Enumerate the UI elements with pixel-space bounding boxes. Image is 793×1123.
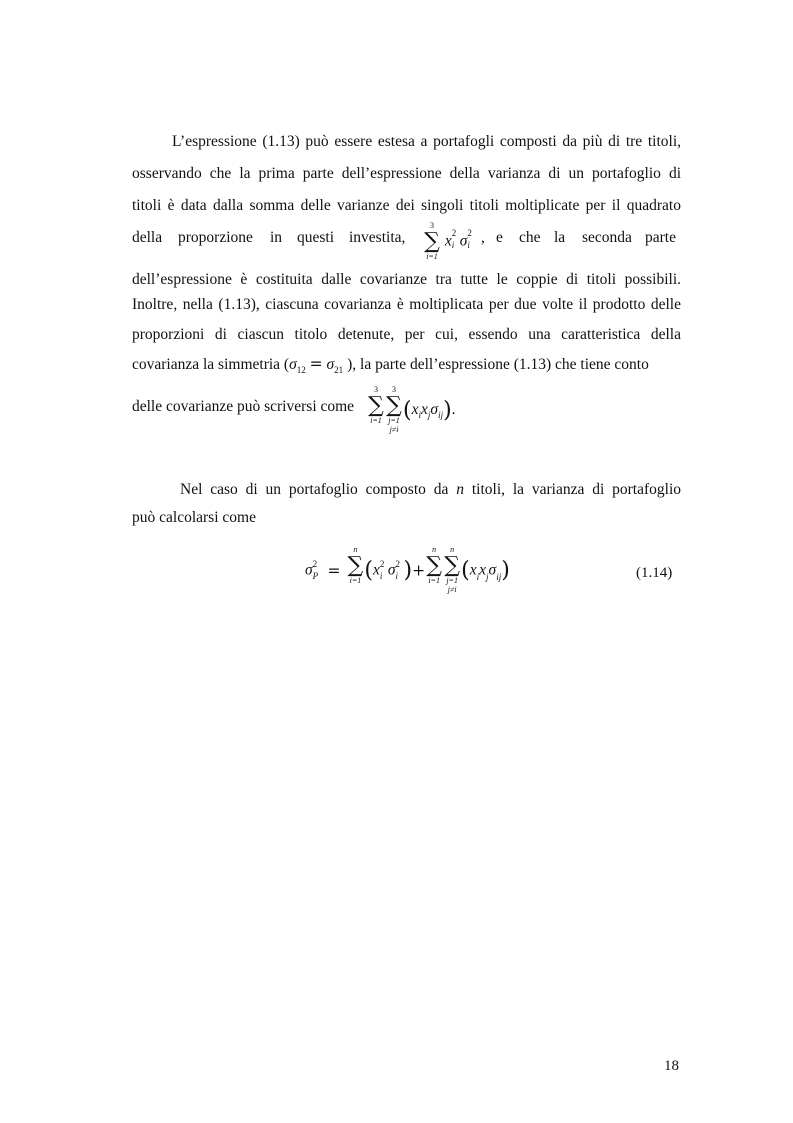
p1-line-2: osservando che la prima parte dell’espressione della varianza di un portafoglio di (132, 165, 681, 182)
display-equation-1-14 (305, 546, 510, 600)
sup-2: 2 (451, 227, 457, 238)
var-x: x (373, 561, 380, 579)
p1-line-4 (132, 221, 681, 261)
right-paren: ) (403, 558, 413, 583)
var-x: x (479, 561, 487, 579)
text: Nel caso di un portafoglio composto da (180, 481, 449, 498)
var-sigma: σ (459, 232, 468, 250)
word: seconda (582, 229, 632, 246)
text: covarianza la simmetria ( (132, 356, 290, 373)
page-number: 18 (664, 1058, 679, 1074)
sum-upper-limit: 3 (374, 385, 378, 394)
plus-sign: + (412, 561, 426, 580)
sum-lower-limit: i=1 (426, 252, 438, 261)
var-x: x (411, 401, 419, 419)
sum-upper-limit: n (432, 545, 437, 554)
var-x: x (469, 561, 477, 579)
word: che (519, 229, 541, 246)
sum-upper-limit: n (353, 545, 358, 554)
text: ), la parte dell’espressione (1.13) che tiene conto (347, 356, 649, 373)
sum-upper-limit: 3 (430, 221, 434, 230)
inline-formula-sum-x2-sigma2 (423, 222, 475, 262)
var-x: x (444, 232, 452, 250)
p1-line-3: titoli è data dalla somma delle varianze dei singoli titoli moltiplicate per il quadrato (132, 197, 681, 214)
sub-ij: ij (496, 572, 502, 583)
sum-lower-limit: j=1 (388, 416, 400, 425)
sum-upper-limit: n (450, 545, 455, 554)
p1-line-9 (132, 386, 681, 438)
equals-sign: = (327, 561, 341, 580)
word: proporzione (178, 229, 253, 246)
summation (423, 222, 441, 262)
sub-i: i (379, 570, 383, 581)
left-paren: ( (403, 398, 412, 423)
sum-lower-limit: i=1 (349, 576, 362, 585)
var-sigma: σ (289, 356, 297, 373)
word: della (132, 229, 163, 246)
var-sigma: σ (305, 561, 313, 579)
p1-line-5: dell’espressione è costituita dalle covarianze tra tutte le coppie di titoli possibili. (132, 271, 681, 288)
summation-i (367, 386, 385, 435)
word: questi (297, 229, 335, 246)
period: . (451, 401, 456, 419)
sub-i: i (451, 239, 455, 250)
text: titoli, la varianza di portafoglio (471, 481, 682, 498)
var-sigma: σ (488, 561, 497, 579)
word: , (481, 229, 485, 246)
sub-12: 12 (296, 365, 306, 375)
sum-lower-condition: j≠i (389, 425, 399, 434)
sub-21: 21 (334, 365, 344, 375)
word: in (270, 229, 283, 246)
summation-i (346, 546, 364, 595)
p1-line-7: proporzioni di ciascun titolo detenute, per cui, essendo una caratteristica della (132, 326, 681, 343)
p1-line-6: Inoltre, nella (1.13), ciascuna covarianza è moltiplicata per due volte il prodotto delle (132, 296, 681, 313)
summation-j (385, 386, 403, 435)
var-sigma: σ (430, 401, 439, 419)
sum-symbol: ∑ (426, 553, 442, 578)
text: delle covarianze può scriversi come (132, 398, 355, 415)
sup-2: 2 (312, 558, 318, 569)
var-sigma: σ (387, 561, 396, 579)
equation-number: (1.14) (636, 565, 673, 581)
sub-P: P (312, 570, 319, 581)
sum-symbol: ∑ (444, 553, 460, 578)
sup-2: 2 (379, 558, 385, 569)
sub-ij: ij (438, 410, 444, 421)
left-paren: ( (461, 558, 470, 583)
sum-symbol: ∑ (368, 393, 384, 418)
var-n: n (456, 481, 464, 498)
sub-i: i (395, 570, 399, 581)
sum-symbol: ∑ (386, 393, 402, 418)
left-paren: ( (364, 558, 373, 583)
var-sigma: σ (326, 356, 335, 373)
sum-symbol: ∑ (424, 229, 440, 254)
word: parte (645, 229, 676, 246)
sub-j: j (427, 410, 431, 421)
sum-lower-limit: i=1 (370, 416, 382, 425)
p2-line-2: può calcolarsi come (132, 509, 256, 526)
word: la (554, 229, 566, 246)
sub-i: i (476, 572, 480, 583)
var-x: x (421, 401, 428, 419)
sum-upper-limit: 3 (392, 385, 396, 394)
word: e (496, 229, 503, 246)
equals-sign: = (309, 355, 323, 373)
p1-line-1: L’espressione (1.13) può essere estesa a portafogli composti da più di tre titoli, (172, 133, 681, 150)
p2-line-1 (180, 480, 681, 500)
sub-i: i (418, 410, 421, 421)
sum-lower-limit: i=1 (428, 576, 440, 585)
summation-j (443, 546, 461, 595)
inline-formula-double-sum (367, 386, 456, 435)
sum-lower-condition: j≠i (447, 585, 457, 594)
sum-lower-limit: j=1 (446, 576, 458, 585)
right-paren: ) (501, 558, 510, 583)
summation-i (425, 546, 443, 595)
p1-line-8 (132, 354, 681, 380)
sum-symbol: ∑ (347, 553, 364, 578)
right-paren: ) (443, 398, 452, 423)
sup-2: 2 (395, 558, 401, 569)
sub-i: i (467, 239, 470, 250)
sub-j: j (486, 572, 489, 583)
sup-2: 2 (467, 227, 472, 238)
word: investita, (349, 229, 406, 246)
